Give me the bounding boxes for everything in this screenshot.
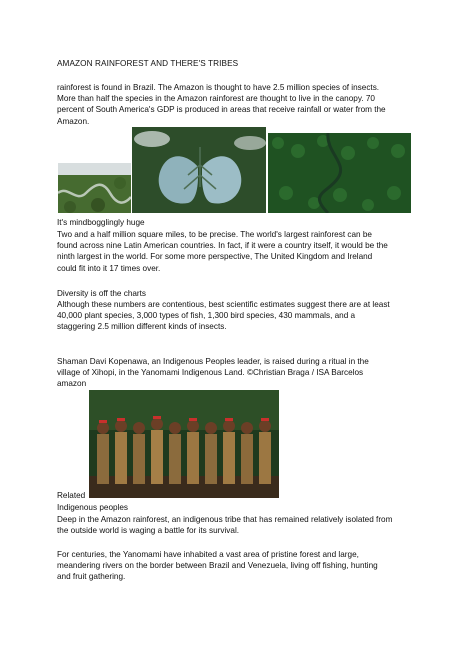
related-label[interactable]: Related: [57, 491, 86, 500]
indigenous-paragraph: [57, 514, 425, 536]
text-line: Two and a half million square miles, to be precise. The world's largest rainforest can be: [57, 230, 372, 239]
text-line: For centuries, the Yanomami have inhabited a vast area of pristine forest and large,: [57, 550, 359, 559]
text-line: amazon: [57, 379, 87, 389]
intro-paragraph: [57, 82, 425, 127]
text-line: meandering rivers on the border between Brazil and Venezuela, living off fishing, hunting: [57, 561, 378, 571]
text-line: and fruit gathering.: [57, 572, 126, 582]
text-line: Amazon.: [57, 116, 90, 126]
yanomami-paragraph: [57, 549, 425, 583]
river-aerial-photo: [58, 163, 131, 213]
diversity-paragraph: [57, 299, 425, 333]
text-line: More than half the species in the Amazon rainforest are thought to live in the canopy. 70: [57, 94, 375, 104]
text-line: village of Xihopi, in the Yanomami Indigenous Land. ©Christian Braga / ISA Barcelos: [57, 368, 364, 378]
text-line: Although these numbers are contentious, best scientific estimates suggest there are at least: [57, 300, 390, 309]
huge-paragraph: [57, 229, 425, 274]
section-caption-indigenous: Indigenous peoples: [57, 503, 129, 512]
text-line: could fit into it 17 times over.: [57, 263, 161, 273]
text-line: Shaman Davi Kopenawa, an Indigenous Peoples leader, is raised during a ritual in the: [57, 357, 369, 366]
photo-caption-paragraph: [57, 356, 425, 390]
text-line: the outside world is waging a battle for its survival.: [57, 526, 240, 536]
document-title: AMAZON RAINFOREST AND THERE'S TRIBES: [57, 59, 239, 68]
tribe-group-photo: [89, 390, 279, 498]
text-line: ninth largest in the world. For some more perspective, The United Kingdom and Ireland: [57, 252, 373, 262]
text-line: Deep in the Amazon rainforest, an indigenous tribe that has remained relatively isolated from: [57, 515, 393, 524]
text-line: 40,000 plant species, 3,000 types of fish, 1,300 bird species, 430 mammals, and a: [57, 311, 356, 321]
text-line: rainforest is found in Brazil. The Amazon is thought to have 2.5 million species of insects.: [57, 83, 380, 92]
lung-forest-photo: [132, 127, 266, 213]
section-caption-diversity: Diversity is off the charts: [57, 289, 147, 298]
canopy-river-photo: [268, 133, 411, 213]
section-caption-huge: It's mindbogglingly huge: [57, 218, 145, 227]
text-line: percent of South America's GDP is produced in areas that receive rainfall or water from the: [57, 105, 386, 115]
text-line: found across nine Latin American countries. In fact, if it were a country itself, it would be the: [57, 241, 388, 251]
text-line: staggering 2.5 million different kinds of insects.: [57, 322, 227, 332]
